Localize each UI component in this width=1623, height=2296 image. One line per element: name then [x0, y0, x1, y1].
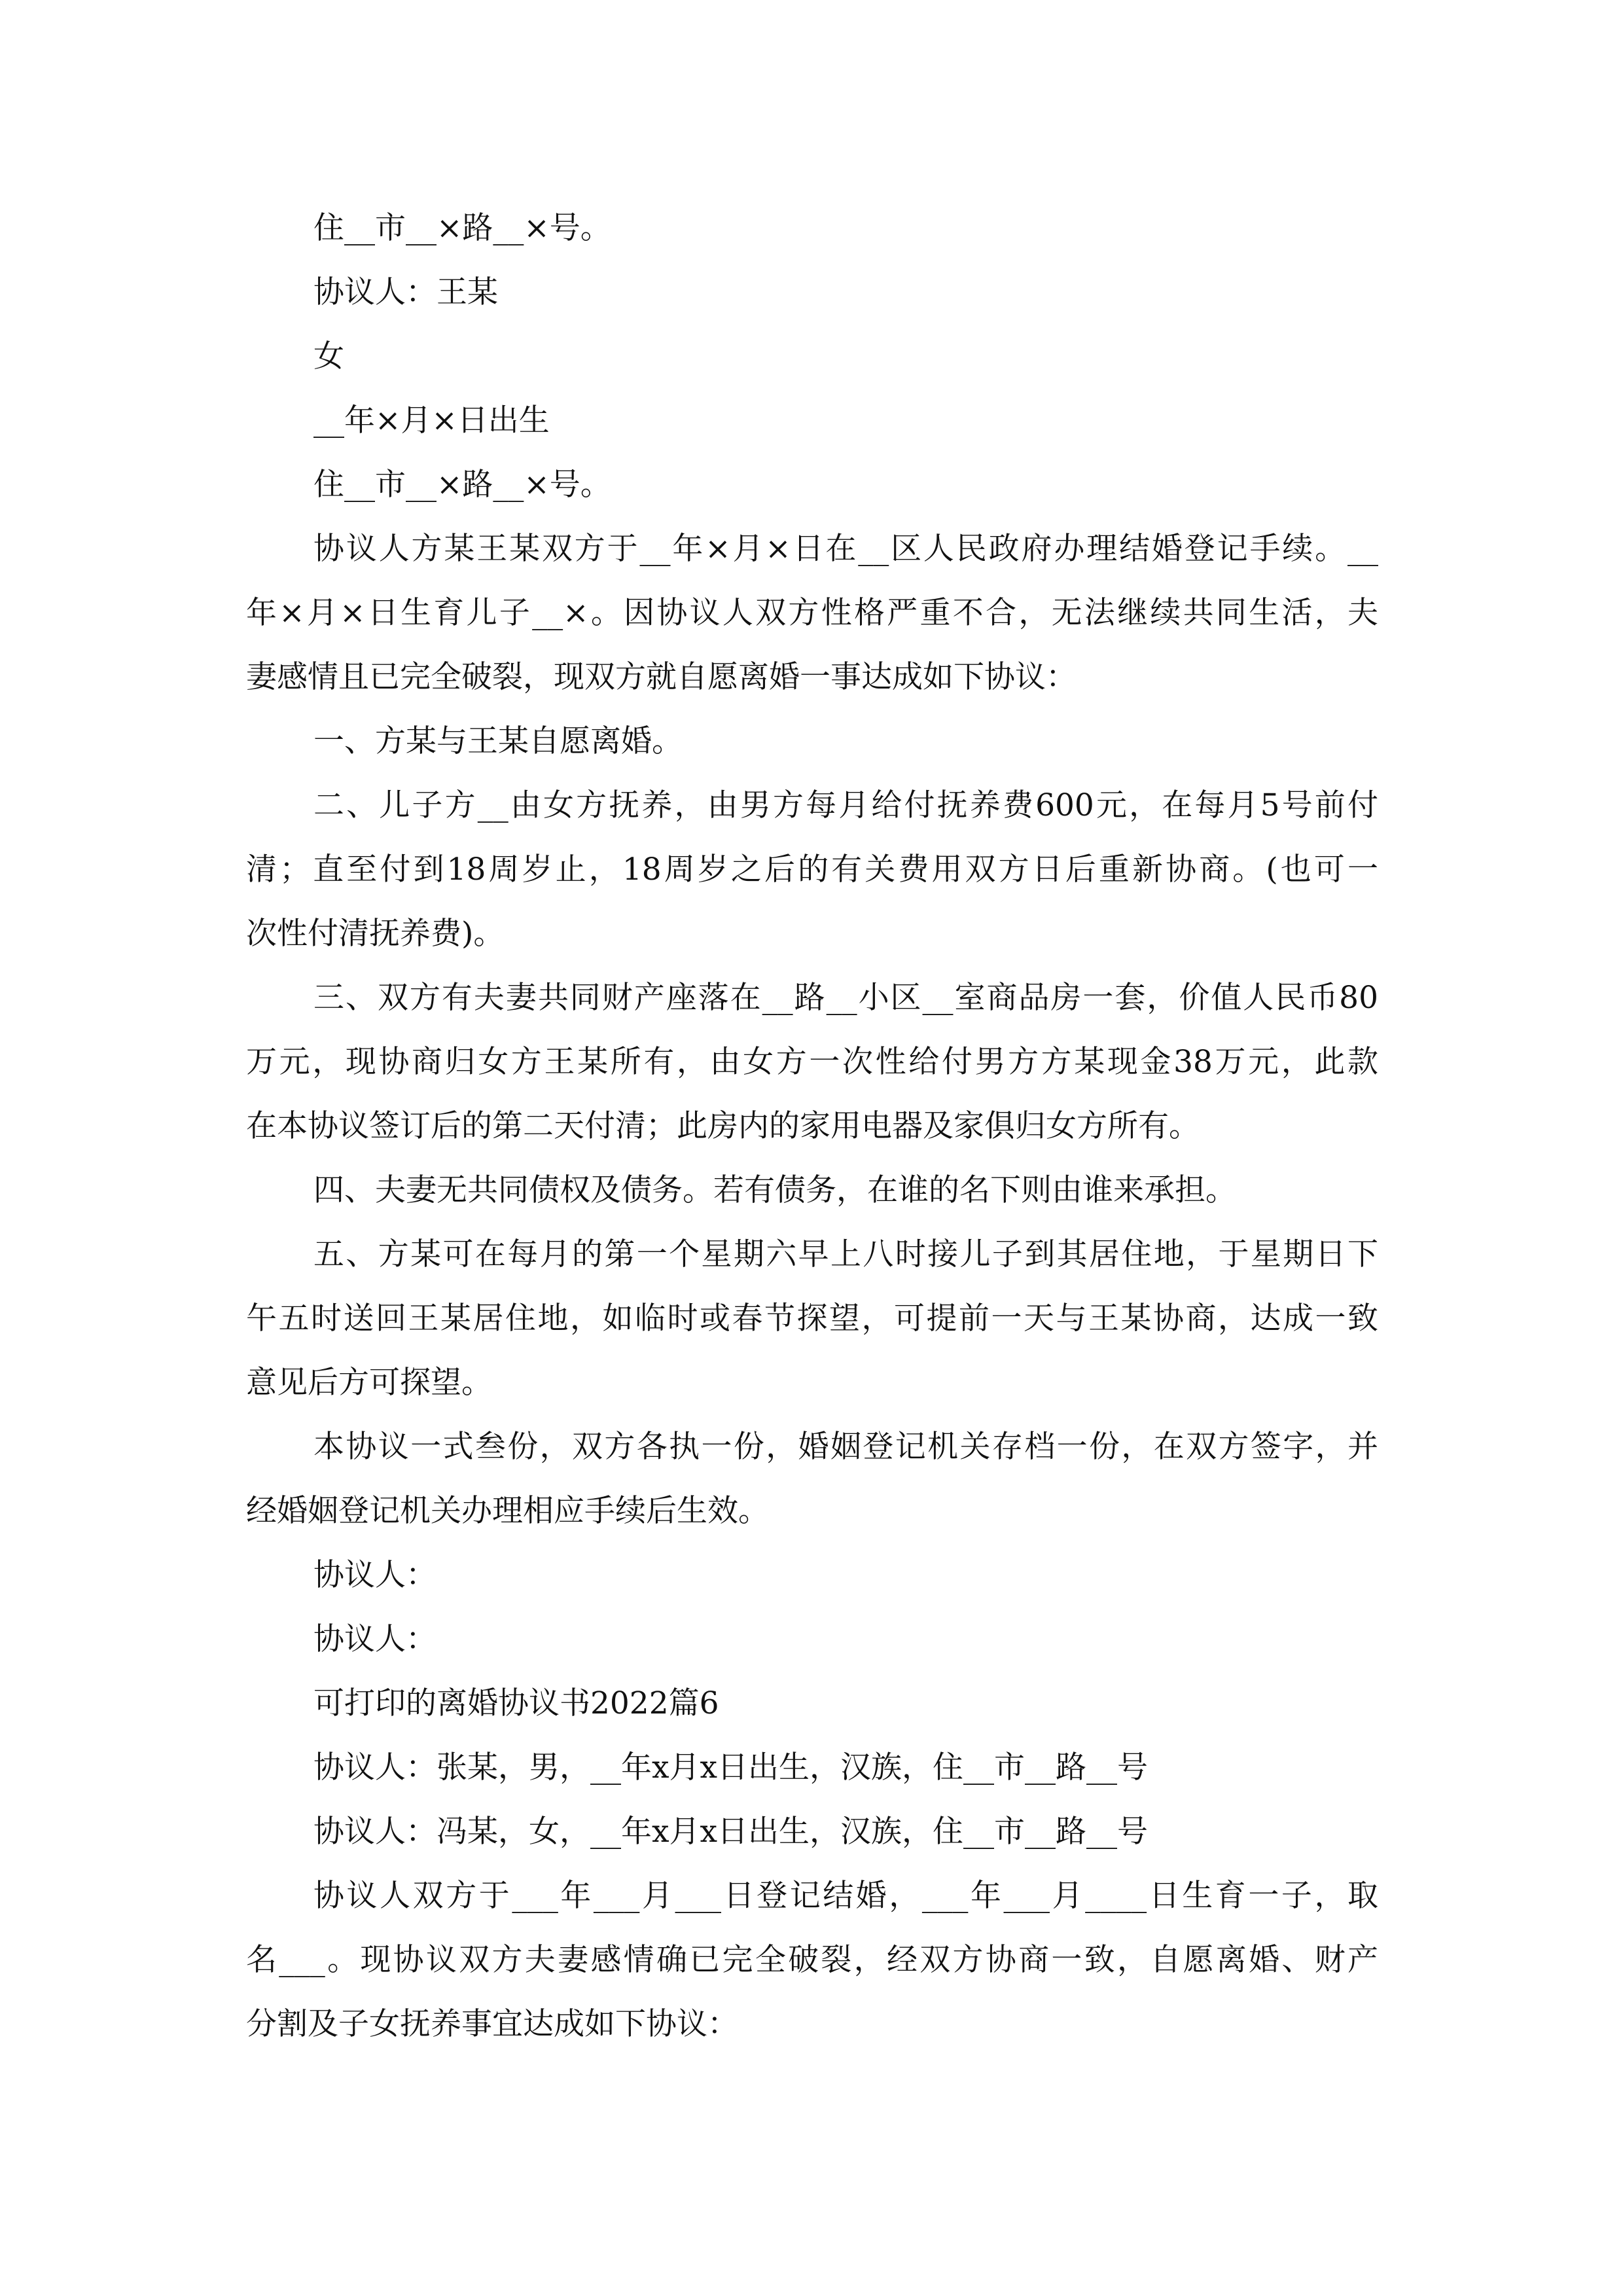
- text-line: 四、夫妻无共同债权及债务。若有债务，在谁的名下则由谁来承担。: [313, 1172, 1236, 1208]
- text-line: 女: [313, 338, 344, 374]
- text-line: 次性付清抚养费)。: [246, 916, 505, 952]
- text-line: 午五时送回王某居住地，如临时或春节探望，可提前一天与王某协商，达成一致: [246, 1300, 1378, 1336]
- text-line: 五、方某可在每月的第一个星期六早上八时接儿子到其居住地，于星期日下: [313, 1236, 1378, 1272]
- text-line: __年×月×日出生: [313, 403, 550, 439]
- text-line: 本协议一式叁份，双方各执一份，婚姻登记机关存档一份，在双方签字，并: [313, 1429, 1378, 1465]
- text-line: 协议人双方于___年___月___日登记结婚，___年___月____日生育一子，取: [313, 1878, 1378, 1914]
- text-line: 万元，现协商归女方王某所有，由女方一次性给付男方方某现金38万元，此款: [246, 1044, 1378, 1080]
- text-line: 协议人：: [313, 1557, 437, 1593]
- text-line: 清；直至付到18周岁止，18周岁之后的有关费用双方日后重新协商。(也可一: [246, 852, 1378, 888]
- section-heading: 可打印的离婚协议书2022篇6: [313, 1685, 719, 1721]
- text-line: 妻感情且已完全破裂，现双方就自愿离婚一事达成如下协议：: [246, 659, 1077, 695]
- document-body: [246, 196, 1378, 2056]
- text-line: 住__市__×路__×号。: [313, 210, 611, 246]
- text-line: 意见后方可探望。: [246, 1365, 492, 1401]
- text-line: 协议人：: [313, 1621, 437, 1657]
- text-line: 住__市__×路__×号。: [313, 467, 611, 503]
- text-line: 二、儿子方__由女方抚养，由男方每月给付抚养费600元，在每月5号前付: [313, 787, 1378, 823]
- text-line: 分割及子女抚养事宜达成如下协议：: [246, 2006, 738, 2042]
- text-line: 三、双方有夫妻共同财产座落在__路__小区__室商品房一套，价值人民币80: [313, 980, 1378, 1016]
- text-line: 经婚姻登记机关办理相应手续后生效。: [246, 1493, 769, 1529]
- text-line: 年×月×日生育儿子__×。因协议人双方性格严重不合，无法继续共同生活，夫: [246, 595, 1378, 631]
- text-line: 在本协议签订后的第二天付清；此房内的家用电器及家俱归女方所有。: [246, 1108, 1200, 1144]
- text-line: 协议人：王某: [313, 274, 498, 310]
- text-line: 协议人方某王某双方于__年×月×日在__区人民政府办理结婚登记手续。__: [313, 531, 1378, 567]
- text-line: 协议人：张某，男，__年x月x日出生，汉族，住__市__路__号: [313, 1749, 1149, 1785]
- text-line: 协议人：冯某，女，__年x月x日出生，汉族，住__市__路__号: [313, 1814, 1149, 1850]
- text-line: 一、方某与王某自愿离婚。: [313, 723, 683, 759]
- text-line: 名___。现协议双方夫妻感情确已完全破裂，经双方协商一致，自愿离婚、财产: [246, 1942, 1378, 1978]
